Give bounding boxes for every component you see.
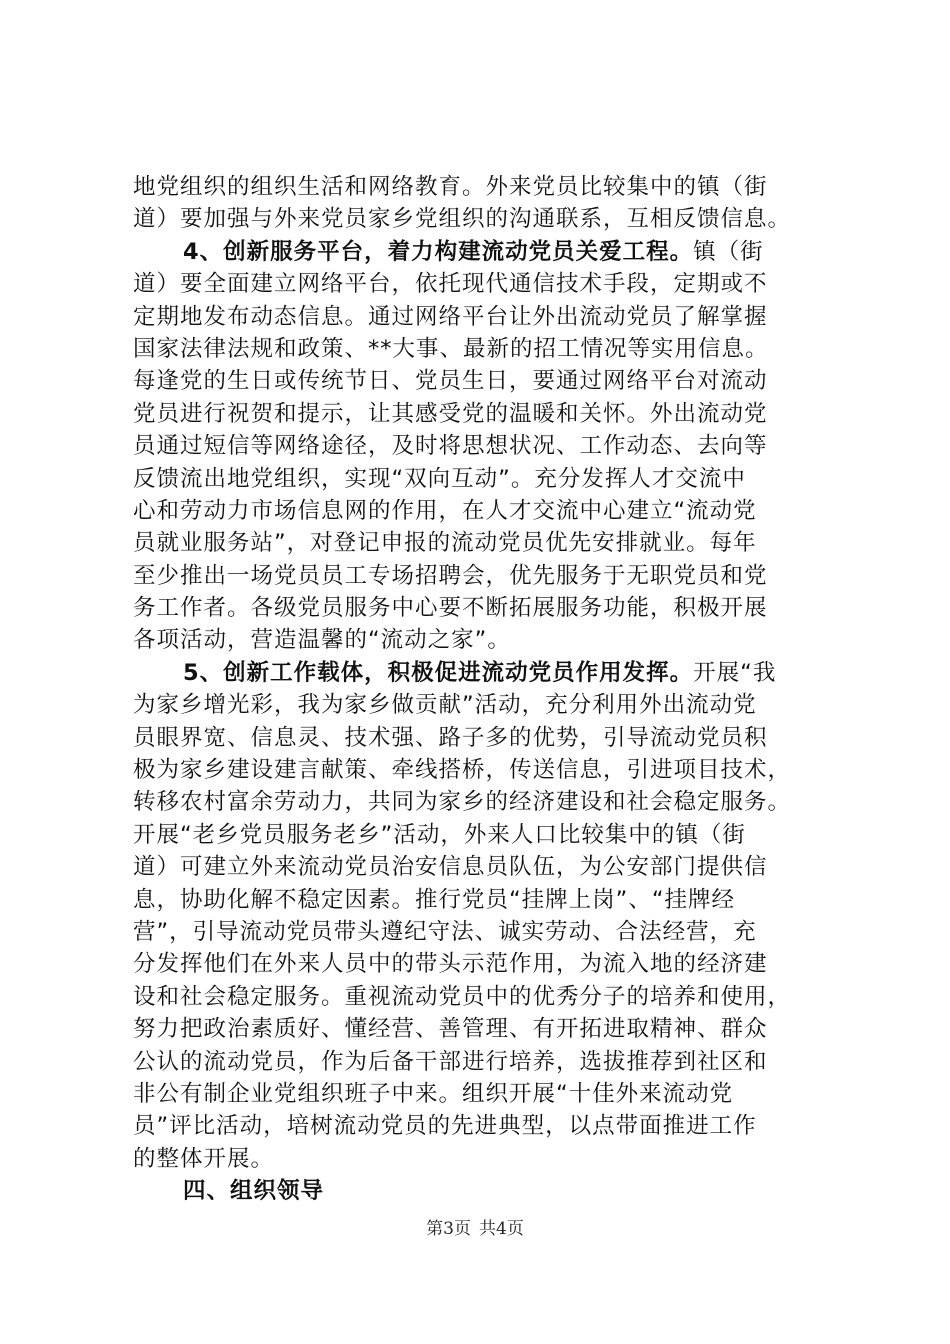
line-text: 至少推出一场党员员工专场招聘会，优先服务于无职党员和党 bbox=[133, 562, 768, 589]
line-text: 员就业服务站”，对登记申报的流动党员优先安排就业。每年 bbox=[133, 530, 757, 557]
text-line bbox=[133, 624, 823, 656]
text-line bbox=[133, 592, 823, 624]
line-text: 非公有制企业党组织班子中来。组织开展“十佳外来流动党 bbox=[133, 1080, 734, 1107]
line-text: 努力把政治素质好、懂经营、善管理、有开拓进取精神、群众 bbox=[133, 1016, 768, 1043]
text-line bbox=[133, 1078, 823, 1110]
text-line bbox=[133, 981, 823, 1013]
line-text: 为家乡增光彩，我为家乡做贡献”活动，充分利用外出流动党 bbox=[133, 692, 757, 719]
text-line bbox=[133, 1143, 823, 1175]
line-text: 的整体开展。 bbox=[133, 1145, 275, 1172]
line-text: 各项活动，营造温馨的“流动之家”。 bbox=[133, 627, 511, 654]
line-text: 道）要全面建立网络平台，依托现代通信技术手段，定期或不 bbox=[133, 271, 768, 298]
text-line bbox=[133, 398, 823, 430]
text-line bbox=[133, 786, 823, 818]
line-text: 员眼界宽、信息灵、技术强、路子多的优势，引导流动党员积 bbox=[133, 724, 768, 751]
text-line bbox=[133, 495, 823, 527]
line-text: 党员进行祝贺和提示，让其感受党的温暖和关怀。外出流动党 bbox=[133, 400, 768, 427]
text-line bbox=[133, 1175, 823, 1207]
bold-heading: 5、创新工作载体，积极促进流动党员作用发挥。 bbox=[183, 659, 694, 686]
bold-heading: 4、创新服务平台，着力构建流动党员关爱工程。 bbox=[183, 238, 694, 265]
text-line bbox=[133, 268, 823, 300]
page-total: 共4页 bbox=[479, 1219, 524, 1239]
line-text: 营”，引导流动党员带头遵纪守法、诚实劳动、合法经营，充 bbox=[133, 918, 757, 945]
text-line bbox=[133, 884, 823, 916]
line-text: 开展“老乡党员服务老乡”活动，外来人口比较集中的镇（街 bbox=[133, 821, 746, 848]
line-text: 道）要加强与外来党员家乡党组织的沟通联系，互相反馈信息。 bbox=[133, 206, 792, 233]
document-body bbox=[133, 171, 823, 1208]
text-line bbox=[133, 1110, 823, 1142]
page-footer bbox=[0, 1214, 950, 1239]
line-text: 地党组织的组织生活和网络教育。外来党员比较集中的镇（街 bbox=[133, 174, 768, 200]
line-text: 务工作者。各级党员服务中心要不断拓展服务功能，积极开展 bbox=[133, 595, 768, 622]
text-line bbox=[133, 430, 823, 462]
text-line bbox=[133, 333, 823, 365]
line-text: 转移农村富余劳动力，共同为家乡的经济建设和社会稳定服务。 bbox=[133, 789, 792, 816]
line-text: 员”评比活动，培树流动党员的先进典型，以点带面推进工作 bbox=[133, 1113, 757, 1140]
text-line bbox=[133, 657, 823, 689]
line-text: 开展“我 bbox=[693, 659, 777, 686]
text-line bbox=[133, 463, 823, 495]
text-line bbox=[133, 754, 823, 786]
text-line bbox=[133, 560, 823, 592]
text-line bbox=[133, 365, 823, 397]
text-line bbox=[133, 1013, 823, 1045]
line-text: 反馈流出地党组织，实现“双向互动”。充分发挥人才交流中 bbox=[133, 465, 746, 492]
line-text: 员通过短信等网络途径，及时将思想状况、工作动态、去向等 bbox=[133, 433, 768, 460]
line-text: 定期地发布动态信息。通过网络平台让外出流动党员了解掌握 bbox=[133, 303, 768, 330]
text-line bbox=[133, 916, 823, 948]
text-line bbox=[133, 203, 823, 235]
text-line bbox=[133, 689, 823, 721]
text-line bbox=[133, 1046, 823, 1078]
text-line bbox=[133, 819, 823, 851]
line-text: 每逢党的生日或传统节日、党员生日，要通过网络平台对流动 bbox=[133, 368, 768, 395]
page-number: 第3页 bbox=[426, 1219, 471, 1239]
text-line bbox=[133, 236, 823, 268]
line-text: 镇（街 bbox=[693, 238, 764, 265]
line-text: 国家法律法规和政策、**大事、最新的招工情况等实用信息。 bbox=[133, 335, 769, 362]
line-text: 设和社会稳定服务。重视流动党员中的优秀分子的培养和使用， bbox=[133, 983, 792, 1010]
text-line bbox=[133, 948, 823, 980]
line-text: 息，协助化解不稳定因素。推行党员“挂牌上岗”、“挂牌经 bbox=[133, 886, 735, 913]
line-text: 极为家乡建设建言献策、牵线搭桥，传送信息，引进项目技术， bbox=[133, 757, 792, 784]
text-line bbox=[133, 171, 823, 203]
line-text: 分发挥他们在外来人员中的带头示范作用，为流入地的经济建 bbox=[133, 951, 768, 978]
line-text: 心和劳动力市场信息网的作用，在人才交流中心建立“流动党 bbox=[133, 497, 757, 524]
text-line bbox=[133, 722, 823, 754]
text-line bbox=[133, 527, 823, 559]
text-line bbox=[133, 301, 823, 333]
line-text: 公认的流动党员，作为后备干部进行培养，选拔推荐到社区和 bbox=[133, 1048, 768, 1075]
line-text: 道）可建立外来流动党员治安信息员队伍，为公安部门提供信 bbox=[133, 854, 768, 881]
text-line bbox=[133, 851, 823, 883]
bold-heading: 四、组织领导 bbox=[183, 1178, 325, 1205]
